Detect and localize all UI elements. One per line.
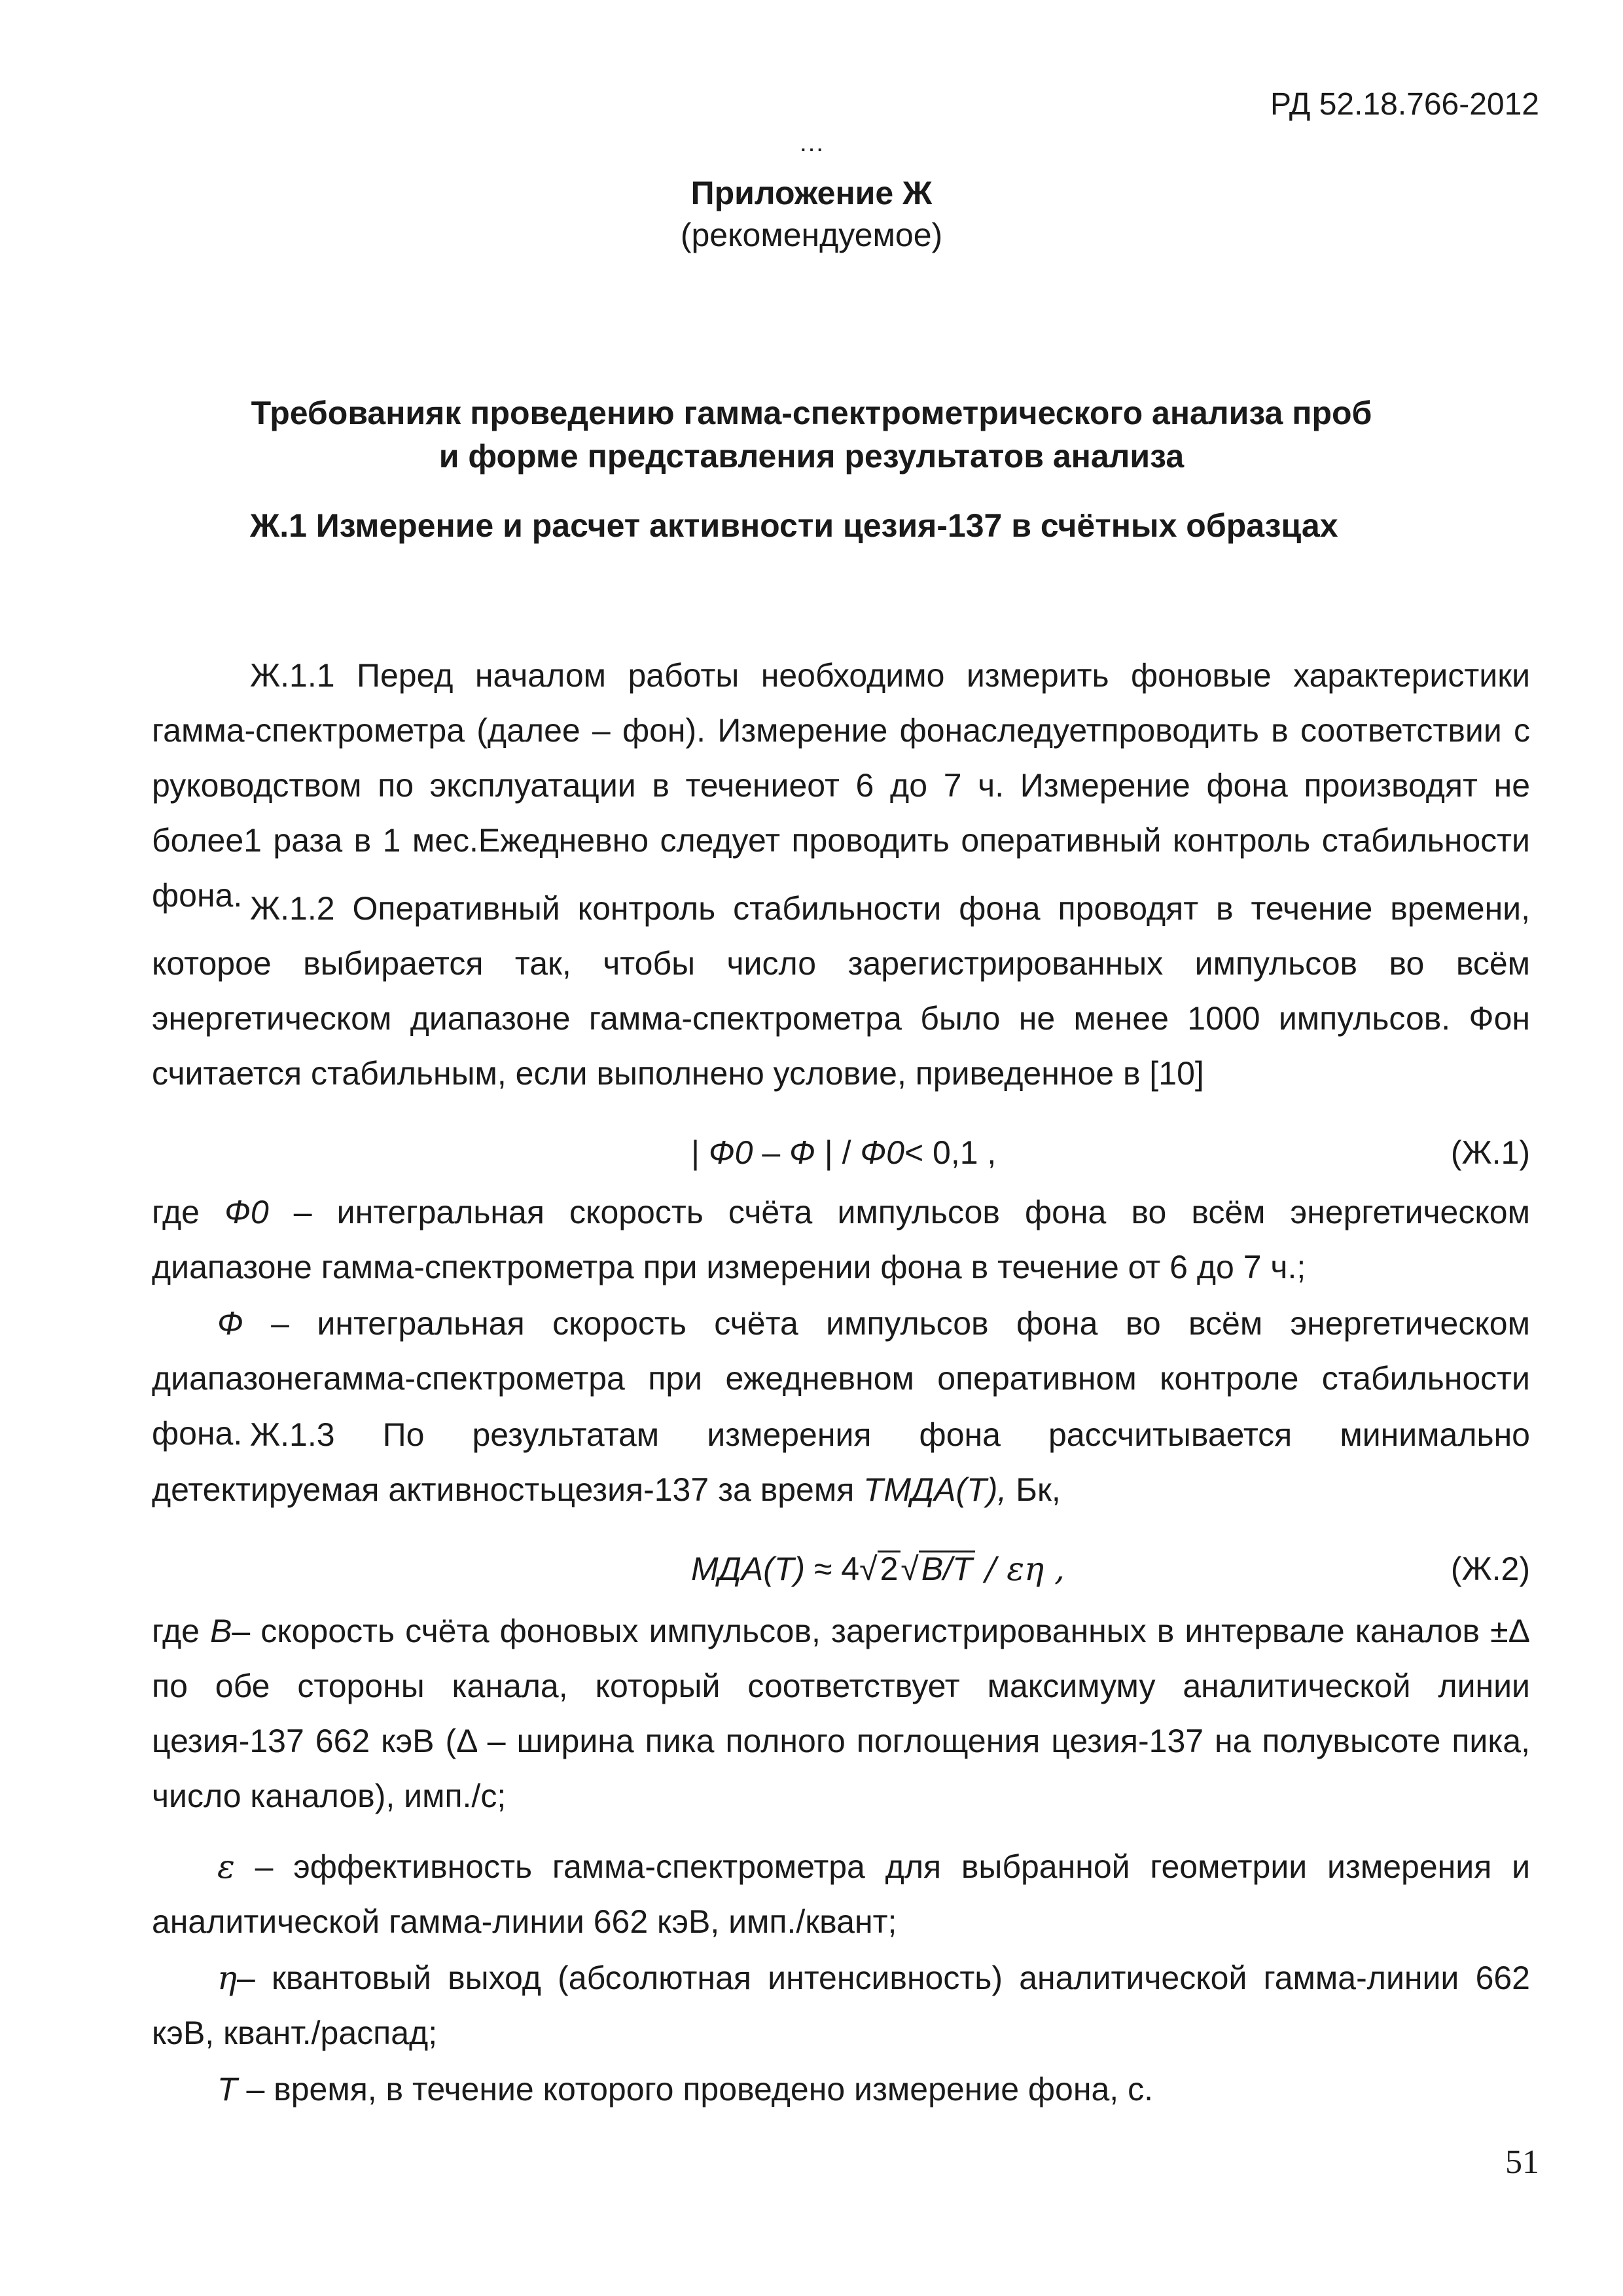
formula-2-expression: МДА(Т) ≈ 4√2√B/T / εη , [691,1550,1065,1588]
formula-2-number: (Ж.2) [1450,1551,1530,1587]
section-heading: Ж.1 Измерение и расчет активности цезия-137 в счётных образцах [250,507,1338,544]
formula-1-minus: – [753,1134,790,1171]
where-t [152,2062,1530,2117]
where-phi0-text: – интегральная скорость счёта импульсов фона во всём энергетическом диапазоне гамма-спектрометра при измерении фона в течение от 6 до 7 ч.; [152,1194,1530,1285]
formula-2-approx: ≈ 4 [805,1551,860,1587]
t-symbol: Т [217,2071,238,2108]
eta-text: – квантовый выход (абсолютная интенсивность) аналитической гамма-линии 662 кэВ, квант./распад; [152,1960,1530,2051]
ellipsis: … [798,128,825,157]
document-code: РД 52.18.766-2012 [1270,87,1539,122]
formula-2-root-bt: B/T [919,1551,975,1585]
paragraph-2 [152,881,1530,1101]
paragraph-2-text: Ж.1.2 Оперативный контроль стабильности фона проводят в течение времени, которое выбирается так, чтобы число зарегистрированных импульсов во всём энергетическом диапазоне гамма-спектрометра было не менее 1000 импульсов. Фон считается стабильным, если выполнено условие, приведенное в [10] [152,890,1530,1092]
formula-1-divide: / [832,1134,861,1171]
appendix-type: (рекомендуемое) [680,217,943,253]
formula-1-number: (Ж.1) [1450,1134,1530,1171]
formula-1-phi0-denom: Ф0 [860,1134,904,1171]
where-eta [152,1950,1530,2060]
where-phi0-symbol: Ф0 [224,1194,269,1230]
where-prefix: где [152,1194,225,1230]
where-b-text: – скорость счёта фоновых импульсов, зарегистрированных в интервале каналов ±Δ по обе стороны канала, который соответствует максимуму аналитической линии цезия-137 662 кэВ (Δ – ширина пика полного поглощения цезия-137 на полувысоте пика, число каналов), имп./с; [152,1613,1530,1814]
where-b-symbol: В [210,1613,232,1649]
where-epsilon [152,1839,1530,1949]
epsilon-symbol: ε [217,1848,235,1886]
paragraph-1-text: Ж.1.1 Перед началом работы необходимо измерить фоновые характеристики гамма-спектрометра (далее – фон). Измерение фонаследуетпроводить в соответствии с руководством по эксплуатации в течениеот 6 до 7 ч. Измерение фона производят не более1 раза в 1 мес.Ежедневно следует проводить оперативный контроль стабильности фона. [152,657,1530,914]
where-phi-symbol: Ф [217,1305,243,1342]
page-number: 51 [1505,2144,1539,2181]
paragraph-3-text: Ж.1.3 По результатам измерения фона рассчитывается минимально детектируемая активностьцезия-137 за время [152,1416,1530,1508]
appendix-title: Приложение Ж [690,175,933,211]
document-title [0,391,1623,478]
title-line-1: Требованияк проведению гамма-спектрометрического анализа проб [251,395,1372,431]
formula-1-rest: < 0,1 , [904,1134,997,1171]
eta-symbol: η [217,1959,237,1997]
where-phi-text: – интегральная скорость счёта импульсов фона во всём энергетическом диапазонегамма-спектрометра при ежедневном оперативном контроле стабильности фона. [152,1305,1530,1452]
formula-1-expression: | Ф0 – Ф | / Ф0< 0,1 , [691,1134,997,1171]
where-b [152,1604,1530,1823]
t-text: – время, в течение которого проведено измерение фона, с. [237,2071,1153,2108]
title-line-2: и форме представления результатов анализа [438,438,1185,475]
paragraph-3-symbol: ТМДА(Т), [863,1471,1007,1508]
formula-2-root-2: 2 [878,1551,901,1585]
formula-2-tail: / εη , [974,1550,1065,1588]
where-phi0 [152,1185,1530,1295]
paragraph-3-end: Бк, [1007,1471,1061,1508]
formula-1-phi0: Ф0 [708,1134,753,1171]
paragraph-3 [152,1407,1530,1517]
epsilon-text: – эффективность гамма-спектрометра для выбранной геометрии измерения и аналитической гамма-линии 662 кэВ, имп./квант; [152,1848,1530,1940]
where-b-prefix: где [152,1613,211,1649]
formula-1-phi: Ф [789,1134,815,1171]
formula-2-lhs: МДА(Т) [691,1551,806,1587]
